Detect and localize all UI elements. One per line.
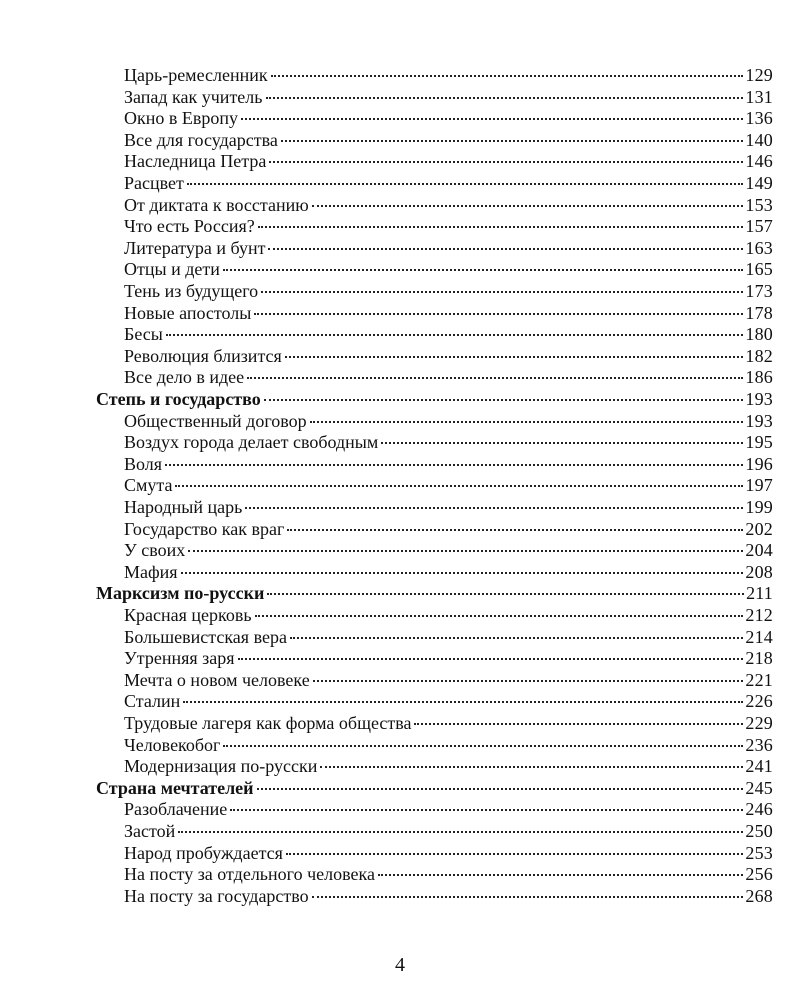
dot-leader [187,183,744,185]
dot-leader [245,507,743,509]
toc-entry-title: Степь и государство [96,389,261,409]
dot-leader [261,291,743,293]
toc-entry-page: 146 [745,151,773,172]
dot-leader [287,529,743,531]
dot-leader [257,788,744,790]
toc-entry-title: Народный царь [124,497,243,517]
dot-leader [223,745,743,747]
dot-leader [312,896,744,898]
dot-leader [312,205,744,207]
toc-entry-title: Воля [124,453,163,474]
toc-entry-title: Бесы [124,324,163,345]
toc-entry-page: 211 [746,583,773,604]
toc-entry-page: 196 [745,453,773,474]
toc-entry-page: 195 [745,432,773,453]
toc-entry-page: 157 [745,216,773,237]
dot-leader [188,550,743,552]
toc-entry-page: 165 [745,259,773,280]
toc-entry-title: Государство как враг [124,518,285,539]
toc-entry-title: Страна мечтателей [96,777,254,798]
toc-section-entry [96,582,773,604]
toc-entry-page: 199 [745,497,773,517]
toc-entry [124,863,773,885]
toc-entry [124,539,773,561]
toc-entry-page: 214 [745,626,773,647]
toc-entry-page: 182 [745,345,773,366]
page-number: 4 [395,954,405,976]
toc-entry-title: Мечта о новом человеке [124,669,310,690]
toc-entry-page: 208 [745,561,773,582]
toc-entry-title: Мафия [124,561,178,582]
toc-entry [124,842,773,864]
toc-entry-page: 226 [745,691,773,712]
dot-leader [268,248,743,250]
toc-entry [124,302,773,324]
toc-entry-title: Человекобог [124,734,221,755]
toc-entry-title: Расцвет [124,173,184,193]
toc-entry-page: 131 [745,86,773,107]
toc-entry-page: 256 [745,864,773,885]
toc-entry [124,604,773,626]
dot-leader [267,593,744,595]
toc-entry-page: 212 [745,605,773,625]
dot-leader [181,572,744,574]
toc-entry-title: Модернизация по-русски [124,756,318,777]
toc-entry-title: От диктата к восстанию [124,194,309,215]
toc-entry-title: Воздух города делает свободным [124,432,379,453]
toc-entry-page: 129 [745,65,773,85]
toc-entry-title: Большевистская вера [124,626,287,647]
toc-entry-page: 149 [745,173,773,193]
dot-leader [247,377,743,379]
dot-leader [381,442,743,444]
toc-entry [124,64,773,86]
toc-entry [124,690,773,712]
toc-entry-page: 153 [745,194,773,215]
toc-entry-page: 197 [745,475,773,496]
dot-leader [255,615,744,617]
dot-leader [165,464,743,466]
toc-entry-page: 241 [745,756,773,777]
toc-entry-title: Все дело в идее [124,367,245,388]
toc-entry-page: 245 [745,777,773,798]
toc-entry-title: Трудовые лагеря как форма общества [124,713,412,733]
dot-leader [310,421,744,423]
dot-leader [285,356,744,358]
toc-entry-page: 204 [745,540,773,561]
toc-entry [124,798,773,820]
toc-entry [124,561,773,583]
dot-leader [286,853,743,855]
toc-entry [124,194,773,216]
dot-leader [320,766,743,768]
dot-leader [281,140,744,142]
toc-entry-title: Что есть Россия? [124,216,255,237]
toc-entry-page: 173 [745,281,773,301]
toc-entry-title: Литература и бунт [124,237,266,258]
dot-leader [269,161,743,163]
dot-leader [258,226,744,228]
toc-entry-title: На посту за отдельного человека [124,864,375,885]
toc-entry-page: 180 [745,324,773,345]
dot-leader [175,485,743,487]
dot-leader [241,118,743,120]
toc-entry-page: 193 [745,389,773,409]
toc-entry-title: Сталин [124,691,181,712]
toc-entry-title: Отцы и дети [124,259,220,280]
toc-entry-title: Наследница Петра [124,151,267,172]
toc-entry [124,755,773,777]
toc-entry-title: Запад как учитель [124,86,263,107]
toc-entry [124,86,773,108]
toc-section-entry [96,388,773,410]
toc-entry-page: 250 [745,821,773,841]
toc-entry [124,323,773,345]
toc-entry-title: Революция близится [124,345,282,366]
toc-entry [124,885,773,907]
toc-entry [124,172,773,194]
toc-entry [124,107,773,129]
toc-entry-page: 268 [745,885,773,906]
toc-entry-title: На посту за государство [124,885,309,906]
toc-entry [124,820,773,842]
toc-entry-page: 236 [745,734,773,755]
toc-entry [124,453,773,475]
toc-entry-title: У своих [124,540,186,561]
toc-entry [124,474,773,496]
toc-entry [124,410,773,432]
toc-section-entry [96,777,773,799]
toc-entry-page: 253 [745,842,773,863]
toc-entry [124,345,773,367]
toc-entry-page: 193 [745,410,773,431]
toc-entry-page: 221 [745,669,773,690]
toc-entry-title: Застой [124,821,176,841]
dot-leader [223,269,744,271]
toc-entry-page: 218 [745,648,773,669]
toc-entry [124,150,773,172]
dot-leader [271,75,744,77]
dot-leader [414,723,743,725]
toc-entry [124,626,773,648]
toc-entry-title: Народ пробуждается [124,842,283,863]
toc-entry-page: 186 [745,367,773,388]
dot-leader [266,97,744,99]
dot-leader [313,680,744,682]
toc-entry-title: Общественный договор [124,410,307,431]
toc-entry-title: Окно в Европу [124,108,239,129]
toc-entry-page: 229 [745,713,773,733]
dot-leader [166,334,744,336]
toc-entry [124,129,773,151]
toc-entry-title: Все для государства [124,129,278,150]
dot-leader [230,809,743,811]
toc-entry [124,647,773,669]
dot-leader [183,701,743,703]
toc-entry [124,366,773,388]
toc-entry-title: Тень из будущего [124,281,259,301]
toc-entry-page: 140 [745,129,773,150]
toc-entry-title: Разоблачение [124,799,228,820]
toc-entry-title: Царь-ремесленник [124,65,268,85]
toc-entry [124,258,773,280]
toc-entry-title: Новые апостолы [124,302,252,323]
toc-entry-page: 136 [745,108,773,129]
dot-leader [254,313,743,315]
toc-entry-page: 163 [745,237,773,258]
toc-entry [124,431,773,453]
toc-entry [124,518,773,540]
toc-entry-title: Красная церковь [124,605,252,625]
toc-entry-title: Утренняя заря [124,648,235,669]
dot-leader [290,637,743,639]
toc-entry [124,237,773,259]
toc-entry [124,734,773,756]
toc-entry [124,669,773,691]
toc-entry-title: Смута [124,475,173,496]
toc-entry-page: 178 [745,302,773,323]
dot-leader [178,831,743,833]
toc-entry-title: Марксизм по-русски [96,583,265,604]
toc-entry [124,215,773,237]
dot-leader [238,658,744,660]
toc-entry [124,496,773,518]
dot-leader [378,874,743,876]
toc-entry-page: 246 [745,799,773,820]
toc-entry [124,280,773,302]
toc-entry [124,712,773,734]
dot-leader [264,399,744,401]
toc-entry-page: 202 [745,518,773,539]
